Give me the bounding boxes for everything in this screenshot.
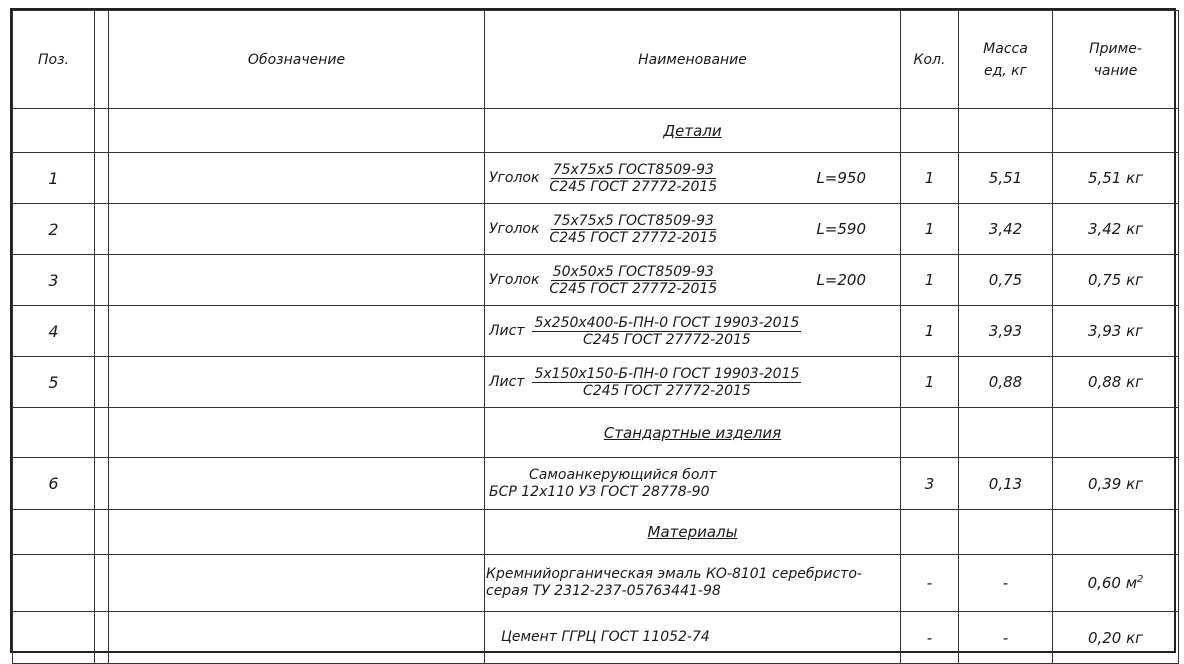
name-cell xyxy=(485,458,901,510)
item-steel: С245 ГОСТ 27772-2015 xyxy=(549,229,718,246)
qty-cell: 1 xyxy=(901,357,959,408)
header-designation: Обозначение xyxy=(109,11,485,109)
item-fraction xyxy=(547,264,719,297)
qty-cell: 3 xyxy=(901,458,959,510)
item-type: Уголок xyxy=(489,272,540,288)
table-row xyxy=(13,153,1179,204)
specification-sheet xyxy=(10,8,1176,653)
item-name-line2: БСР 12х110 УЗ ГОСТ 28778-90 xyxy=(489,483,710,500)
item-fraction xyxy=(547,162,719,195)
header-mass-line1: Масса xyxy=(983,40,1028,57)
specification-table xyxy=(12,10,1179,664)
item-length: L=950 xyxy=(816,169,866,187)
name-cell xyxy=(485,306,901,357)
pos-cell: 2 xyxy=(13,204,95,255)
header-name: Наименование xyxy=(485,11,901,109)
pos-cell: 4 xyxy=(13,306,95,357)
item-name-line2: серая ТУ 2312-237-05763441-98 xyxy=(486,583,721,599)
name-cell xyxy=(485,612,901,664)
name-cell xyxy=(485,357,901,408)
item-type: Уголок xyxy=(489,170,540,186)
note-cell: 0,75 кг xyxy=(1053,255,1179,306)
qty-cell: 1 xyxy=(901,204,959,255)
note-cell: 3,42 кг xyxy=(1053,204,1179,255)
header-mass xyxy=(959,11,1053,109)
item-steel: С245 ГОСТ 27772-2015 xyxy=(549,280,718,297)
table-row xyxy=(13,357,1179,408)
item-profile: 75х75х5 ГОСТ8509-93 xyxy=(552,212,714,229)
item-steel: С245 ГОСТ 27772-2015 xyxy=(549,178,718,195)
pos-cell: 5 xyxy=(13,357,95,408)
qty-cell: 1 xyxy=(901,153,959,204)
header-pos: Поз. xyxy=(13,11,95,109)
header-note xyxy=(1053,11,1179,109)
mass-cell: - xyxy=(959,612,1053,664)
note-cell: 0,88 кг xyxy=(1053,357,1179,408)
item-profile: 50х50х5 ГОСТ8509-93 xyxy=(552,263,714,280)
table-row xyxy=(13,612,1179,664)
table-row xyxy=(13,555,1179,612)
mass-cell: 0,13 xyxy=(959,458,1053,510)
note-cell: 0,39 кг xyxy=(1053,458,1179,510)
note-superscript: 2 xyxy=(1137,574,1144,585)
table-row xyxy=(13,255,1179,306)
qty-cell: 1 xyxy=(901,306,959,357)
item-profile: 5х250х400-Б-ПН-0 ГОСТ 19903-2015 xyxy=(534,314,800,331)
item-length: L=590 xyxy=(816,220,866,238)
item-profile: 5х150х150-Б-ПН-0 ГОСТ 19903-2015 xyxy=(534,365,800,382)
note-cell: 0,20 кг xyxy=(1053,612,1179,664)
header-note-line2: чание xyxy=(1093,62,1138,79)
note-cell: 3,93 кг xyxy=(1053,306,1179,357)
item-steel: С245 ГОСТ 27772-2015 xyxy=(583,382,751,399)
section-row-details xyxy=(13,109,1179,153)
name-cell xyxy=(485,153,901,204)
item-name-line1: Кремнийорганическая эмаль КО-8101 серебристо- xyxy=(486,566,862,582)
pos-cell: 1 xyxy=(13,153,95,204)
name-cell xyxy=(485,555,901,612)
header-mass-line2: ед, кг xyxy=(983,62,1027,79)
item-type: Уголок xyxy=(489,221,540,237)
item-fraction xyxy=(532,366,801,399)
mass-cell: 3,42 xyxy=(959,204,1053,255)
item-steel: С245 ГОСТ 27772-2015 xyxy=(583,331,751,348)
note-cell xyxy=(1053,555,1179,612)
qty-cell: - xyxy=(901,555,959,612)
note-cell: 5,51 кг xyxy=(1053,153,1179,204)
mass-cell: 0,88 xyxy=(959,357,1053,408)
table-row xyxy=(13,458,1179,510)
header-qty: Кол. xyxy=(901,11,959,109)
note-value: 0,60 м xyxy=(1087,574,1138,592)
section-row-standard xyxy=(13,408,1179,458)
pos-cell: 3 xyxy=(13,255,95,306)
header-row xyxy=(13,11,1179,109)
header-gap xyxy=(95,11,109,109)
table-row xyxy=(13,306,1179,357)
name-cell xyxy=(485,255,901,306)
name-cell xyxy=(485,204,901,255)
header-note-line1: Приме- xyxy=(1089,40,1142,57)
section-title-materials: Материалы xyxy=(485,510,901,555)
item-length: L=200 xyxy=(816,271,866,289)
qty-cell: 1 xyxy=(901,255,959,306)
item-type: Лист xyxy=(489,323,525,339)
item-profile: 75х75х5 ГОСТ8509-93 xyxy=(552,161,714,178)
pos-cell: 6 xyxy=(13,458,95,510)
item-fraction xyxy=(532,315,801,348)
mass-cell: - xyxy=(959,555,1053,612)
item-type: Лист xyxy=(489,374,525,390)
section-title-details: Детали xyxy=(485,109,901,153)
item-name-line1: Цемент ГГРЦ ГОСТ 11052-74 xyxy=(501,629,710,645)
section-title-standard: Стандартные изделия xyxy=(485,408,901,458)
mass-cell: 5,51 xyxy=(959,153,1053,204)
mass-cell: 3,93 xyxy=(959,306,1053,357)
section-row-materials xyxy=(13,510,1179,555)
mass-cell: 0,75 xyxy=(959,255,1053,306)
item-name-line1: Самоанкерующийся болт xyxy=(529,466,717,483)
qty-cell: - xyxy=(901,612,959,664)
table-row xyxy=(13,204,1179,255)
item-fraction xyxy=(547,213,719,246)
